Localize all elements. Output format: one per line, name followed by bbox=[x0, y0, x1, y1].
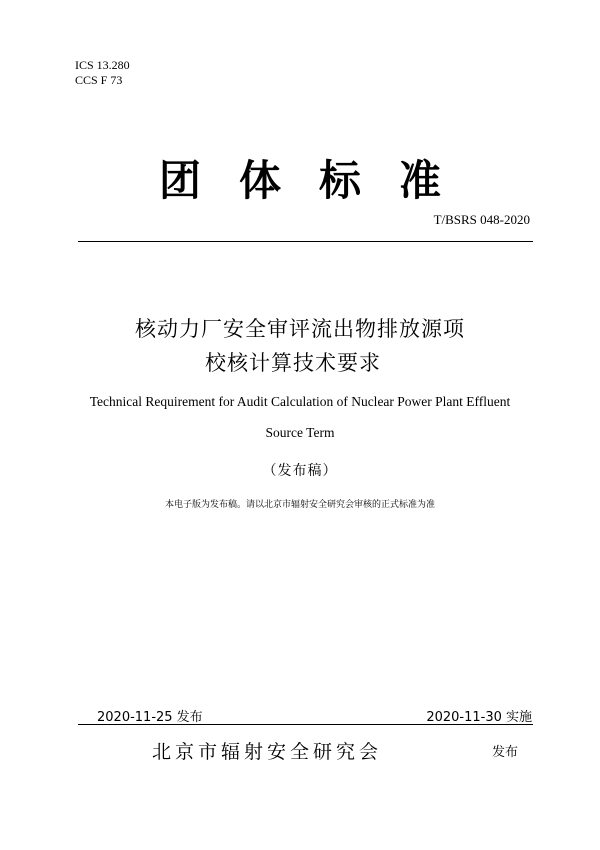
bottom-divider bbox=[78, 724, 533, 725]
chinese-title-line-1: 核动力厂安全审评流出物排放源项 bbox=[135, 317, 465, 341]
issuing-organization: 北京市辐射安全研究会 bbox=[152, 741, 383, 763]
publish-date: 2020-11-25 发布 bbox=[97, 710, 203, 725]
top-divider bbox=[78, 241, 533, 242]
draft-status-label: （发布稿） bbox=[262, 463, 338, 479]
notice-text: 本电子版为发布稿。请以北京市辐射安全研究会审核的正式标准为准 bbox=[164, 500, 435, 510]
ccs-code: CCS F 73 bbox=[75, 73, 123, 87]
english-title-line-2: Source Term bbox=[265, 425, 335, 440]
standard-type-title: 团体标准 bbox=[158, 156, 479, 205]
standard-number: T/BSRS 048-2020 bbox=[433, 212, 530, 227]
issue-suffix: 发布 bbox=[492, 745, 519, 760]
ics-code: ICS 13.280 bbox=[75, 58, 130, 72]
english-title-line-1: Technical Requirement for Audit Calculation of Nuclear Power Plant Effluent bbox=[89, 394, 511, 409]
implement-date: 2020-11-30 实施 bbox=[426, 710, 532, 725]
classification-codes bbox=[75, 58, 130, 88]
chinese-title-line-2: 校核计算技术要求 bbox=[205, 351, 381, 375]
